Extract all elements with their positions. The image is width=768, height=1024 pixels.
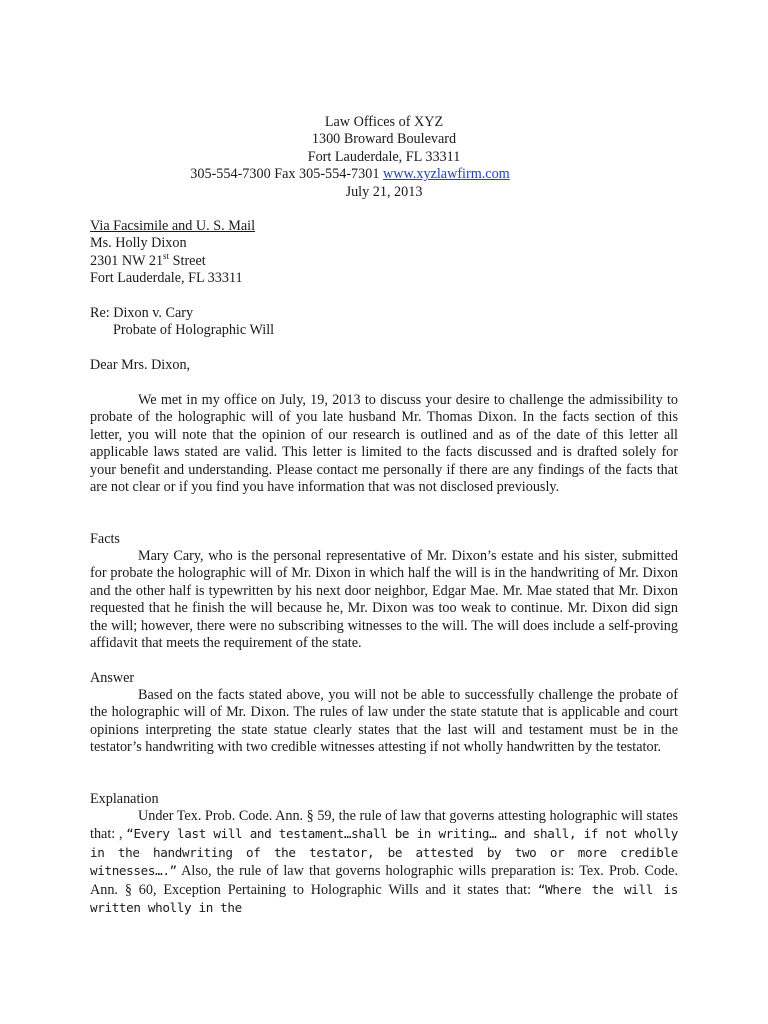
recipient-name: Ms. Holly Dixon — [90, 235, 187, 252]
re-line: Re: Dixon v. Cary — [90, 305, 194, 321]
letterhead — [0, 114, 768, 201]
explanation-heading: Explanation — [90, 791, 159, 807]
re-block — [90, 305, 678, 340]
firm-city-state-zip: Fort Lauderdale, FL 33311 — [307, 148, 461, 165]
recipient-street: 2301 NW 21st Street — [90, 250, 206, 269]
explanation-paragraph: Under Tex. Prob. Code. Ann. § 59, the rule of law that governs attesting holographic will states that: , “Every last will and testament…shall be in writing… and shall, if not wholly in the handwriting of the testator, be attested by two or more credible witnesses….” Also, the rule of law that governs holographic wills preparation is: Tex. Prob. Code. Ann. § 60, Exception Pertaining to Holographic Wills and it states that: “Where the will is written wholly in the — [90, 808, 679, 916]
firm-name: Law Offices of XYZ — [324, 114, 444, 130]
intro-paragraph: We met in my office on July, 19, 2013 to discuss your desire to challenge the admissibility to probate of the holographic will of you late husband Mr. Thomas Dixon. In the facts section of this letter, you will note that the opinion of our research is outlined and as of the date of this letter all applicable laws stated are valid. This letter is limited to the facts discussed and is drafted solely for your benefit and understanding. Please contact me personally if there are any findings of the facts that are not clear or if you find you have information that was not disclosed previously. — [90, 392, 678, 496]
facts-heading: Facts — [90, 531, 120, 547]
statute-quote-2: “Where the will is written wholly in the — [90, 881, 678, 916]
salutation: Dear Mrs. Dixon, — [90, 357, 191, 373]
delivery-method: Via Facsimile and U. S. Mail — [90, 218, 256, 234]
statute-quote: “Every last will and testament…shall be in writing… and shall, if not wholly in the handwriting of the testator, be attested by two or more credible witnesses….” — [90, 826, 679, 879]
recipient-city-state-zip: Fort Lauderdale, FL 33311 — [90, 270, 243, 287]
answer-paragraph: Based on the facts stated above, you will not be able to successfully challenge the probate of the holographic will of Mr. Dixon. The rules of law under the state statute that is applicable and court opinions interpreting the state statue clearly states that the last will and testament must be in the testator’s handwriting with two credible witnesses attesting if not wholly handwritten by the testator. — [90, 687, 678, 756]
recipient-block — [90, 218, 678, 288]
facts-paragraph: Mary Cary, who is the personal representative of Mr. Dixon’s estate and his sister, submitted for probate the holographic will of Mr. Dixon in which half the will is in the handwriting of Mr. Dixon and the other half is typewritten by his next door neighbor, Edgar Mae. Mr. Mae stated that Mr. Dixon requested that he finish the will because he, Mr. Dixon was too weak to continue. Mr. Dixon did sign the will; however, there were no subscribing witnesses to the will. The will does include a self-proving affidavit that meets the requirement of the state. — [90, 548, 678, 652]
answer-heading: Answer — [90, 670, 135, 686]
re-subject: Probate of Holographic Will — [113, 322, 275, 339]
website-link[interactable]: www.xyzlawfirm.com — [382, 166, 510, 183]
phone-fax: 305-554-7300 Fax 305-554-7301 — [190, 166, 380, 183]
firm-contact-line — [0, 166, 734, 183]
letter-date: July 21, 2013 — [345, 183, 423, 200]
firm-street: 1300 Broward Boulevard — [311, 131, 457, 148]
